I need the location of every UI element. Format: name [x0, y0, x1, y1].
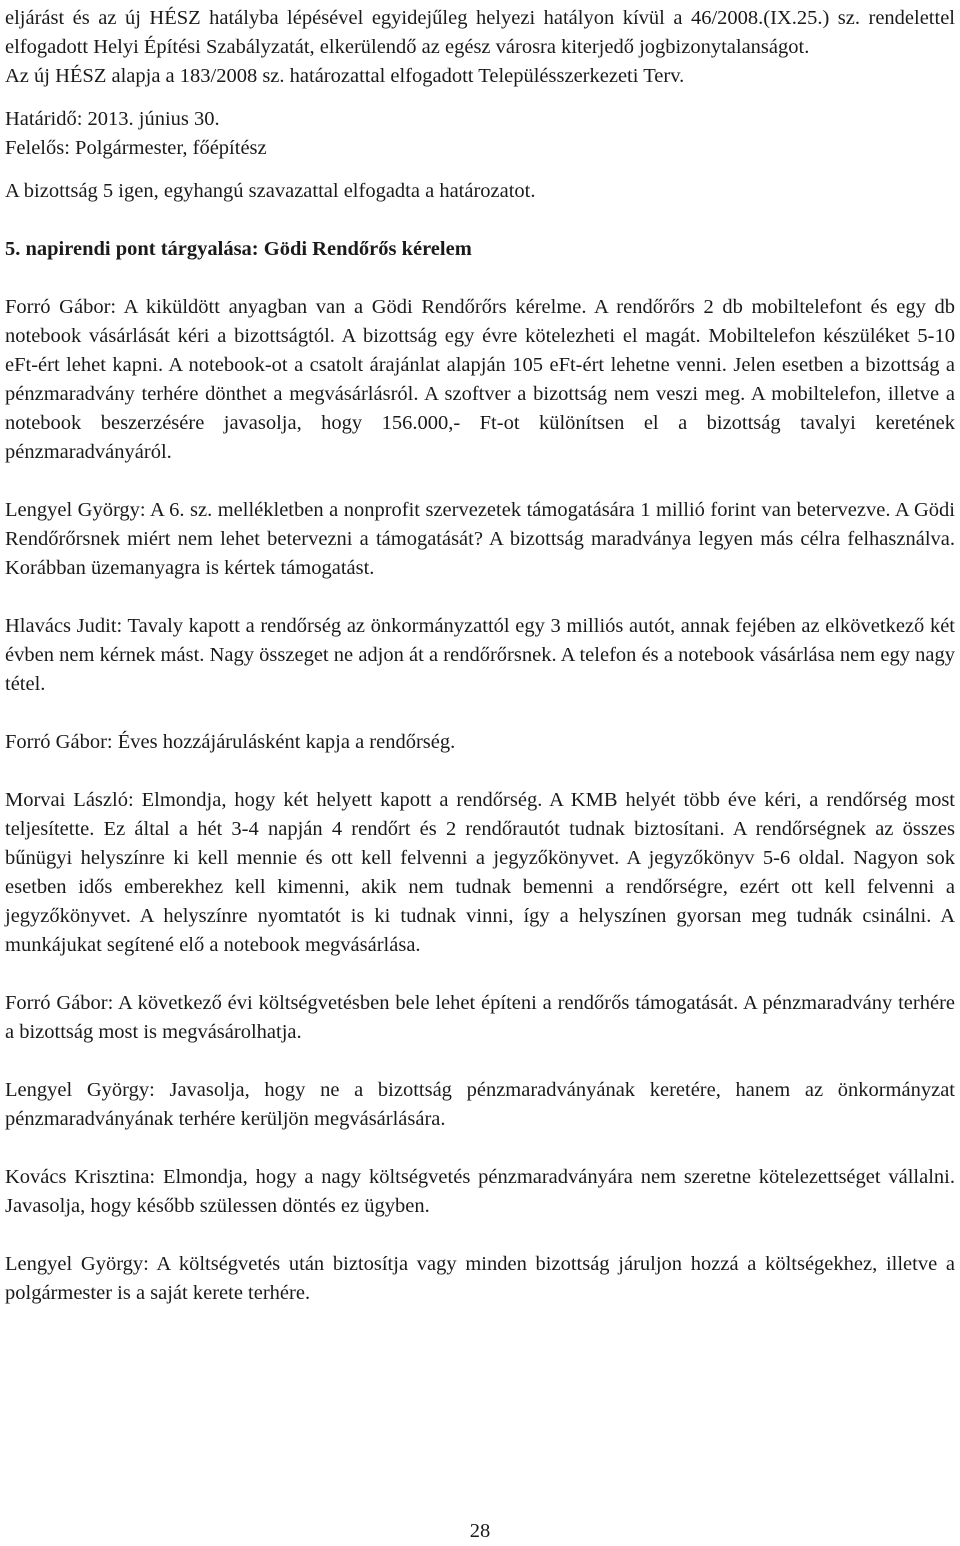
- statement-paragraph: Lengyel György: A 6. sz. mellékletben a nonprofit szervezetek támogatására 1 millió forint van betervezve. A Gödi Rendőrőrsnek miért nem lehet betervezni a támogatását? A bizottság maradványa legyen más célra felhasználva. Korábban üzemanyagra is kértek támogatást.: [5, 499, 955, 579]
- responsible-line: Felelős: Polgármester, főépítész: [5, 137, 267, 159]
- intro-paragraph: eljárást és az új HÉSZ hatályba lépésével egyidejűleg helyezi hatályon kívül a 46/2008.(IX.25.) sz. rendelettel elfogadott Helyi Építési Szabályzatát, elkerülendő az egész városra kiterjedő jogbizonytalanságot.: [5, 7, 955, 58]
- statement-paragraph: Forró Gábor: A kiküldött anyagban van a Gödi Rendőrőrs kérelme. A rendőrőrs 2 db mobiltelefont és egy db notebook vásárlását kéri a bizottságtól. A bizottság egy évre kötelezheti el magát. Mobiltelefon készüléket 5-10 eFt-ért lehet kapni. A notebook-ot a csatolt árajánlat alapján 105 eFt-ért lehetne venni. Jelen esetben a bizottság a pénzmaradvány terhére dönthet a megvásárlásról. A szoftver a bizottság nem veszi meg. A mobiltelefon, illetve a notebook beszerzésére javasolja, hogy 156.000,- Ft-ot különítsen el a bizottság tavalyi keretének pénzmaradványáról.: [5, 296, 955, 463]
- vote-result: A bizottság 5 igen, egyhangú szavazattal elfogadta a határozatot.: [5, 180, 536, 202]
- statement-paragraph: Morvai László: Elmondja, hogy két helyett kapott a rendőrség. A KMB helyét több éve kéri, a rendőrség most teljesítette. Ez által a hét 3-4 napján 4 rendőrt és 2 rendőrautót tudnak biztosítani. A rendőrségnek az összes bűnügyi helyszínre ki kell mennie és ott kell felvenni a jegyzőkönyvet. A jegyzőkönyv 5-6 oldal. Nagyon sok esetben idős emberekhez kell kimenni, akik nem tudnak bemenni a rendőrségre, ezért ott kell felvenni a jegyzőkönyvet. A helyszínre nyomtatót is ki tudnak vinni, így a helyszínen gyorsan meg tudnák csinálni. A munkájukat segítené elő a notebook megvásárlása.: [5, 789, 955, 956]
- page-number: 28: [469, 1520, 491, 1542]
- statement-paragraph: Hlavács Judit: Tavaly kapott a rendőrség az önkormányzattól egy 3 milliós autót, annak fejében az elkövetkező két évben nem kérnek mást. Nagy összeget ne adjon át a rendőrőrsnek. A telefon és a notebook vásárlása nem egy nagy tétel.: [5, 615, 955, 695]
- deadline-line: Határidő: 2013. június 30.: [5, 108, 220, 130]
- statement-paragraph: Lengyel György: A költségvetés után biztosítja vagy minden bizottság járuljon hozzá a költségekhez, illetve a polgármester is a saját kerete terhére.: [5, 1253, 955, 1304]
- statement-paragraph: Forró Gábor: Éves hozzájárulásként kapja a rendőrség.: [5, 731, 456, 753]
- agenda-heading: 5. napirendi pont tárgyalása: Gödi Rendőrős kérelem: [5, 238, 472, 260]
- statement-paragraph: Forró Gábor: A következő évi költségvetésben bele lehet építeni a rendőrős támogatását. A pénzmaradvány terhére a bizottság most is megvásárolhatja.: [5, 992, 955, 1043]
- statement-paragraph: Lengyel György: Javasolja, hogy ne a bizottság pénzmaradványának keretére, hanem az önkormányzat pénzmaradványának terhére kerüljön megvásárlására.: [5, 1079, 955, 1130]
- statement-paragraph: Kovács Krisztina: Elmondja, hogy a nagy költségvetés pénzmaradványára nem szeretne kötelezettséget vállalni. Javasolja, hogy később szülessen döntés ez ügyben.: [5, 1166, 955, 1217]
- document-page: [5, 4, 955, 1308]
- intro-basis: Az új HÉSZ alapja a 183/2008 sz. határozattal elfogadott Településszerkezeti Terv.: [5, 65, 685, 87]
